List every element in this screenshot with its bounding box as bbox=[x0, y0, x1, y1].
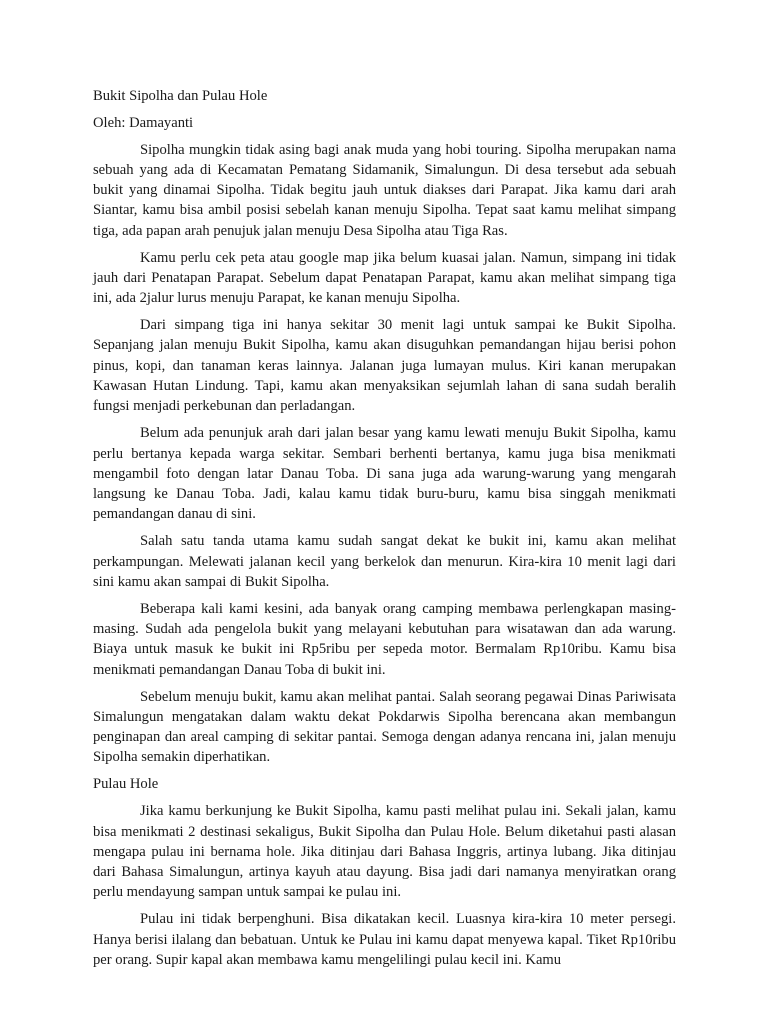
paragraph-2: Kamu perlu cek peta atau google map jika belum kuasai jalan. Namun, simpang ini tidak jauh dari Penatapan Parapat. Sebelum dapat Penatapan Parapat, kamu akan melihat simpang tiga ini, ada 2jalur lurus menuju Parapat, ke kanan menuju Sipolha. bbox=[93, 249, 676, 307]
paragraph-7: Sebelum menuju bukit, kamu akan melihat pantai. Salah seorang pegawai Dinas Pariwisata Simalungun mengatakan dalam waktu dekat Pokdarwis Sipolha berencana akan membangun penginapan dan areal camping di sekitar pantai. Semoga dengan adanya rencana ini, jalan menuju Sipolha semakin diperhatikan. bbox=[93, 688, 676, 766]
paragraph-6: Beberapa kali kami kesini, ada banyak orang camping membawa perlengkapan masing-masing. Sudah ada pengelola bukit yang melayani kebutuhan para wisatawan dan ada warung. Biaya untuk masuk ke bukit ini Rp5ribu per sepeda motor. Bermalam Rp10ribu. Kamu bisa menikmati pemandangan Danau Toba di bukit ini. bbox=[93, 600, 676, 678]
paragraph-3: Dari simpang tiga ini hanya sekitar 30 menit lagi untuk sampai ke Bukit Sipolha. Sepanjang jalan menuju Bukit Sipolha, kamu akan disuguhkan pemandangan hijau berisi pohon pinus, kopi, dan tanaman keras lainnya. Jalanan juga lumayan mulus. Kiri kanan merupakan Kawasan Hutan Lindung. Tapi, kamu akan menyaksikan sejumlah lahan di sana sudah beralih fungsi menjadi perkebunan dan perladangan. bbox=[93, 317, 676, 415]
paragraph-1: Sipolha mungkin tidak asing bagi anak muda yang hobi touring. Sipolha merupakan nama sebuah yang ada di Kecamatan Pematang Sidamanik, Simalungun. Di desa tersebut ada sebuah bukit yang dinamai Sipolha. Tidak begitu jauh untuk diakses dari Parapat. Jika kamu dari arah Siantar, kamu bisa ambil posisi sebelah kanan menuju Sipolha. Tepat saat kamu melihat simpang tiga, ada papan arah penujuk jalan menuju Desa Sipolha atau Tiga Ras. bbox=[93, 141, 676, 239]
paragraph-4: Belum ada penunjuk arah dari jalan besar yang kamu lewati menuju Bukit Sipolha, kamu perlu bertanya kepada warga sekitar. Sembari berhenti bertanya, kamu juga bisa menikmati mengambil foto dengan latar Danau Toba. Di sana juga ada warung-warung yang mengarah langsung ke Danau Toba. Jadi, kalau kamu tidak buru-buru, kamu bisa singgah menikmati pemandangan danau di sini. bbox=[93, 425, 676, 523]
document-body bbox=[93, 86, 676, 977]
section-heading: Pulau Hole bbox=[93, 776, 159, 793]
paragraph-5: Salah satu tanda utama kamu sudah sangat dekat ke bukit ini, kamu akan melihat perkampungan. Melewati jalanan kecil yang berkelok dan menurun. Kira-kira 10 menit lagi dari sini kamu akan sampai di Bukit Sipolha. bbox=[93, 533, 676, 590]
document-title: Bukit Sipolha dan Pulau Hole bbox=[93, 88, 268, 104]
document-author: Oleh: Damayanti bbox=[93, 115, 194, 132]
paragraph-8: Jika kamu berkunjung ke Bukit Sipolha, kamu pasti melihat pulau ini. Sekali jalan, kamu bisa menikmati 2 destinasi sekaligus, Bukit Sipolha dan Pulau Hole. Belum diketahui pasti alasan mengapa pulau ini bernama hole. Jika ditinjau dari Bahasa Inggris, artinya lubang. Jika ditinjau dari Bahasa Simalungun, artinya kayuh atau dayung. Bisa jadi dari namanya menyiratkan orang perlu mendayung sampan untuk sampai ke pulau ini. bbox=[93, 803, 676, 901]
paragraph-9: Pulau ini tidak berpenghuni. Bisa dikatakan kecil. Luasnya kira-kira 10 meter persegi. Hanya berisi ilalang dan bebatuan. Untuk ke Pulau ini kamu dapat menyewa kapal. Tiket Rp10ribu per orang. Supir kapal akan membawa kamu mengelilingi pulau kecil ini. Kamu bbox=[93, 911, 676, 968]
